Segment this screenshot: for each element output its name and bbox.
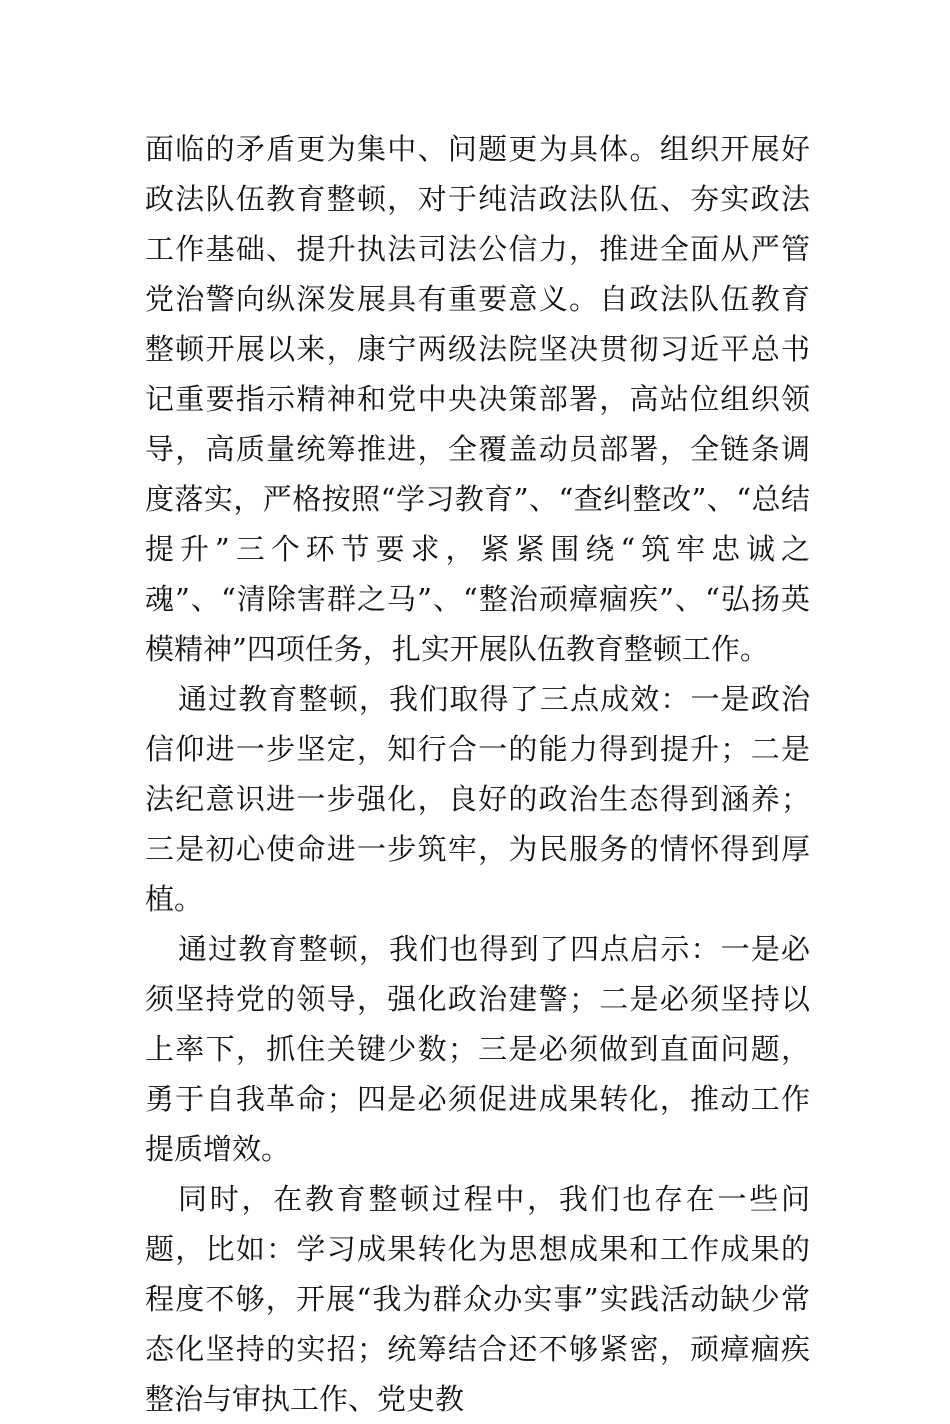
paragraph-lessons: 通过教育整顿，我们也得到了四点启示：一是必须坚持党的领导，强化政治建警；二是必须坚持以上率下，抓住关键少数；三是必须做到直面问题，勇于自我革命；四是必须促进成果转化，推动工作提质增效。: [145, 932, 810, 1166]
paragraph-problems: 同时，在教育整顿过程中，我们也存在一些问题，比如：学习成果转化为思想成果和工作成果的程度不够，开展“我为群众办实事”实践活动缺少常态化坚持的实招；统筹结合还不够紧密，顽瘴痼疾整治与审执工作、党史教: [145, 1182, 810, 1416]
paragraph-achievements: 通过教育整顿，我们取得了三点成效：一是政治信仰进一步坚定，知行合一的能力得到提升；二是法纪意识进一步强化，良好的政治生态得到涵养；三是初心使命进一步筑牢，为民服务的情怀得到厚植。: [145, 682, 810, 916]
document-body: [145, 124, 810, 1424]
paragraph-continuation: 面临的矛盾更为集中、问题更为具体。组织开展好政法队伍教育整顿，对于纯洁政法队伍、夯实政法工作基础、提升执法司法公信力，推进全面从严管党治警向纵深发展具有重要意义。自政法队伍教育整顿开展以来，康宁两级法院坚决贯彻习近平总书记重要指示精神和党中央决策部署，高站位组织领导，高质量统筹推进，全覆盖动员部署，全链条调度落实，严格按照“学习教育”、“查纠整改”、“总结提升”三个环节要求，紧紧围绕“筑牢忠诚之魂”、“清除害群之马”、“整治顽瘴痼疾”、“弘扬英模精神”四项任务，扎实开展队伍教育整顿工作。: [145, 132, 810, 666]
